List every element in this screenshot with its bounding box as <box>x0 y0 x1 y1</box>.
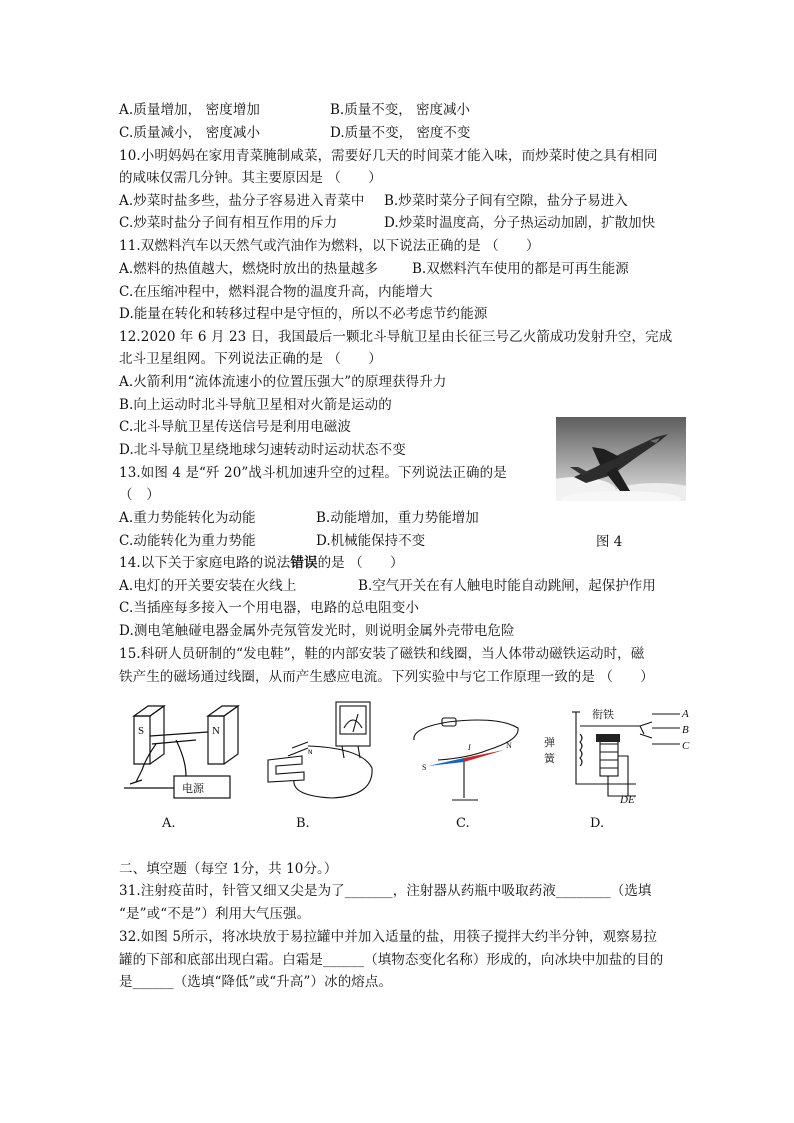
figure-4-label: 图 4 <box>596 534 623 550</box>
q12-stem-line2: 北斗卫星组网。下列说法正确的是 （ ） <box>119 351 382 367</box>
q14-stem-post: 的是 （ ） <box>317 555 404 571</box>
figure-d-spring-label-2: 簧 <box>544 752 555 765</box>
q9-option-c: C.质量减小， 密度减小 <box>119 125 261 141</box>
figure-a-diagram <box>116 704 246 804</box>
svg-text:S: S <box>422 763 427 772</box>
figure-b-diagram <box>262 698 392 808</box>
q12-option-d: D.北斗导航卫星绕地球匀速转动时运动状态不变 <box>119 442 406 458</box>
q14-stem-emphasis: 错误 <box>290 555 318 571</box>
q13-stem-line2: （ ） <box>119 487 160 503</box>
q14-option-b: B.空气开关在有人触电时能自动跳闸，起保护作用 <box>358 578 656 594</box>
q10-stem-line2: 的咸味仅需几分钟。其主要原因是 （ ） <box>119 170 382 186</box>
q14-stem <box>119 554 404 572</box>
figure-d-terminal-b: B <box>682 724 689 736</box>
svg-text:I: I <box>468 743 471 752</box>
q9-option-d: D.质量不变， 密度不变 <box>330 125 471 141</box>
q11-option-b: B.双燃料汽车使用的都是可再生能源 <box>412 261 629 277</box>
q13-option-b: B.动能增加，重力势能增加 <box>316 510 479 526</box>
q10-option-d: D.炒菜时温度高，分子热运动加剧，扩散加快 <box>384 215 656 231</box>
figure-d-terminals-de: DE <box>620 794 635 804</box>
q15-stem-line1: 15.科研人员研制的“发电鞋”，鞋的内部安装了磁铁和线圈，当人体带动磁铁运动时，磁 <box>119 646 645 662</box>
q15-stem-line2: 铁产生的磁场通过线圈，从而产生感应电流。下列实验中与它工作原理一致的是 （ ） <box>119 669 654 685</box>
svg-text:N: N <box>308 749 313 756</box>
figure-b-label: B. <box>296 816 310 831</box>
figure-d-armature-label: 衔铁 <box>592 708 614 721</box>
figure-d-spring-label-1: 弹 <box>544 736 555 749</box>
figure-d-diagram <box>540 704 698 804</box>
q9-option-b: B.质量不变， 密度减小 <box>330 102 471 118</box>
figure-c-label: C. <box>456 816 470 831</box>
fighter-jet-photo <box>556 417 686 501</box>
q12-option-b: B.向上运动时北斗导航卫星相对火箭是运动的 <box>119 397 392 413</box>
figure-a-label: A. <box>162 816 176 831</box>
q14-option-c: C.当插座每多接入一个用电器，电路的总电阻变小 <box>119 600 419 616</box>
q12-stem-line1: 12.2020 年 6 月 23 日，我国最后一颗北斗导航卫星由长征三号乙火箭成功发射升空，完成 <box>119 329 673 345</box>
figure-c-diagram <box>408 708 528 808</box>
q11-stem: 11.双燃料汽车以天然气或汽油作为燃料，以下说法正确的是 （ ） <box>119 238 540 254</box>
q10-stem-line1: 10.小明妈妈在家用青菜腌制咸菜，需要好几天的时间菜才能入味，而炒菜时使之具有相同 <box>119 148 658 164</box>
q32-line2: 罐的下部和底部出现白霜。白霜是______（填物态变化名称）形成的，向冰块中加盐的目的 <box>119 952 664 968</box>
q10-option-a: A.炒菜时盐多些，盐分子容易进入青菜中 <box>119 193 365 209</box>
svg-text:N: N <box>212 725 220 737</box>
q9-option-a: A.质量增加， 密度增加 <box>119 102 261 118</box>
q14-option-d: D.测电笔触碰电器金属外壳氖管发光时，则说明金属外壳带电危险 <box>119 623 515 639</box>
q11-option-c: C.在压缩冲程中，燃料混合物的温度升高，内能增大 <box>119 284 433 300</box>
q13-option-c: C.动能转化为重力势能 <box>119 533 256 549</box>
q31-line2: “是”或“不是”）利用大气压强。 <box>119 906 311 922</box>
figure-d-label: D. <box>590 816 605 831</box>
figure-a-power-label: 电源 <box>182 782 204 795</box>
q13-stem-line1: 13.如图 4 是“歼 20”战斗机加速升空的过程。下列说法正确的是 <box>119 465 507 481</box>
q14-stem-pre: 14.以下关于家庭电路的说法 <box>119 555 291 571</box>
section-2-title: 二、填空题（每空 1分，共 10分。） <box>119 861 338 877</box>
figure-d-terminal-a: A <box>682 708 689 720</box>
q10-option-c: C.炒菜时盐分子间有相互作用的斥力 <box>119 215 338 231</box>
q32-line3: 是______（选填“降低”或“升高”）冰的熔点。 <box>119 974 393 990</box>
q12-option-c: C.北斗导航卫星传送信号是利用电磁波 <box>119 419 351 435</box>
figure-d-terminal-c: C <box>682 740 690 752</box>
q11-option-d: D.能量在转化和转移过程中是守恒的，所以不必考虑节约能源 <box>119 306 488 322</box>
q31-line1: 31.注射疫苗时，针管又细又尖是为了_______，注射器从药瓶中吸取药液________（选填 <box>119 883 652 899</box>
q13-option-a: A.重力势能转化为动能 <box>119 510 256 526</box>
q11-option-a: A.燃料的热值越大，燃烧时放出的热量越多 <box>119 261 379 277</box>
q10-option-b: B.炒菜时菜分子间有空隙，盐分子易进入 <box>384 193 628 209</box>
q13-option-d: D.机械能保持不变 <box>316 533 426 549</box>
svg-text:S: S <box>138 725 145 737</box>
svg-text:N: N <box>506 741 512 750</box>
q14-option-a: A.电灯的开关要安装在火线上 <box>119 578 297 594</box>
q12-option-a: A.火箭利用“流体流速小的位置压强大”的原理获得升力 <box>119 374 447 390</box>
q32-line1: 32.如图 5所示，将冰块放于易拉罐中并加入适量的盐，用筷子搅拌大约半分钟，观察易拉 <box>119 929 658 945</box>
